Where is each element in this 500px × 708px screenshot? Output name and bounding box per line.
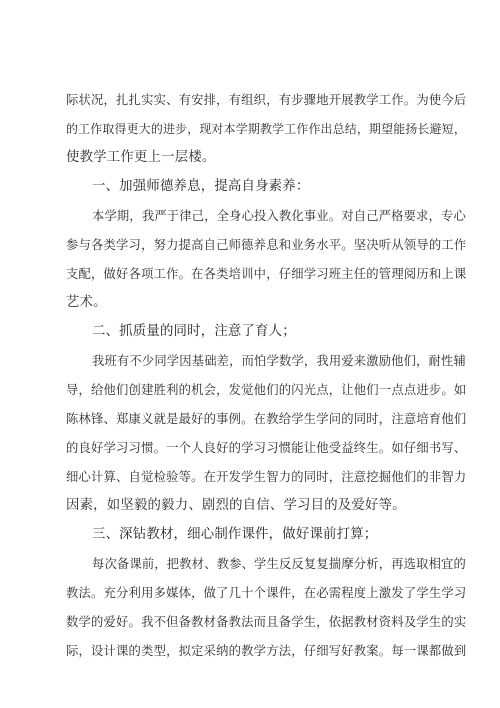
- body-text-line: 支配，做好各项工作。在各类培训中，仔细学习班主任的管理阅历和上课: [66, 267, 466, 281]
- body-text-line: 我班有不少同学因基础差，而怕学数学，我用爱来激励他们，耐性辅: [92, 354, 466, 368]
- body-text-line: 的良好学习习惯。一个人良好的学习习惯能让他受益终生。如仔细书写、: [66, 441, 466, 455]
- body-text-line: 教法。充分利用多媒体，做了几十个课件，在必需程度上激发了学生学习: [66, 586, 466, 600]
- body-text-line: 数学的爱好。我不但备教材备教法而且备学生，依据教材资料及学生的实: [66, 615, 466, 629]
- body-text-line: 陈林锋、郑康义就是最好的事例。在教给学生学问的同时，注意培育他们: [66, 412, 466, 426]
- body-text-line: 艺术。: [66, 295, 107, 310]
- body-text-line: 际状况，扎扎实实、有安排，有组织，有步骤地开展教学工作。为使今后: [66, 93, 466, 107]
- body-text-line: 每次备课前，把教材、教参、学生反反复复揣摩分析，再选取相宜的: [92, 557, 466, 571]
- section-heading: 二、抓质量的同时，注意了育人；: [92, 324, 296, 339]
- body-text-line: 导，给他们创建胜利的机会，发觉他们的闪光点，让他们一点点进步。如: [66, 383, 466, 397]
- body-text-line: 参与各类学习，努力提高自己师德养息和业务水平。坚决听从领导的工作: [66, 238, 466, 252]
- body-text-line: 因素，如坚毅的毅力、剧烈的自信、学习目的及爱好等。: [66, 498, 406, 513]
- section-heading: 一、加强师德养息，提高自身素养：: [92, 179, 310, 194]
- section-heading: 三、深钻教材，细心制作课件，做好课前打算；: [92, 527, 378, 542]
- body-text-line: 细心计算、自觉检验等。在开发学生智力的同时，注意挖掘他们的非智力: [66, 470, 466, 484]
- body-text-line: 际，设计课的类型，拟定采纳的教学方法，仔细写好教案。每一课都做到: [66, 644, 466, 658]
- body-text-line: 的工作取得更大的进步，现对本学期教学工作作出总结，期望能扬长避短，: [66, 122, 466, 136]
- body-text-line: 使教学工作更上一层楼。: [66, 150, 216, 165]
- body-text-line: 本学期，我严于律己，全身心投入教化事业。对自己严格要求，专心: [92, 209, 466, 223]
